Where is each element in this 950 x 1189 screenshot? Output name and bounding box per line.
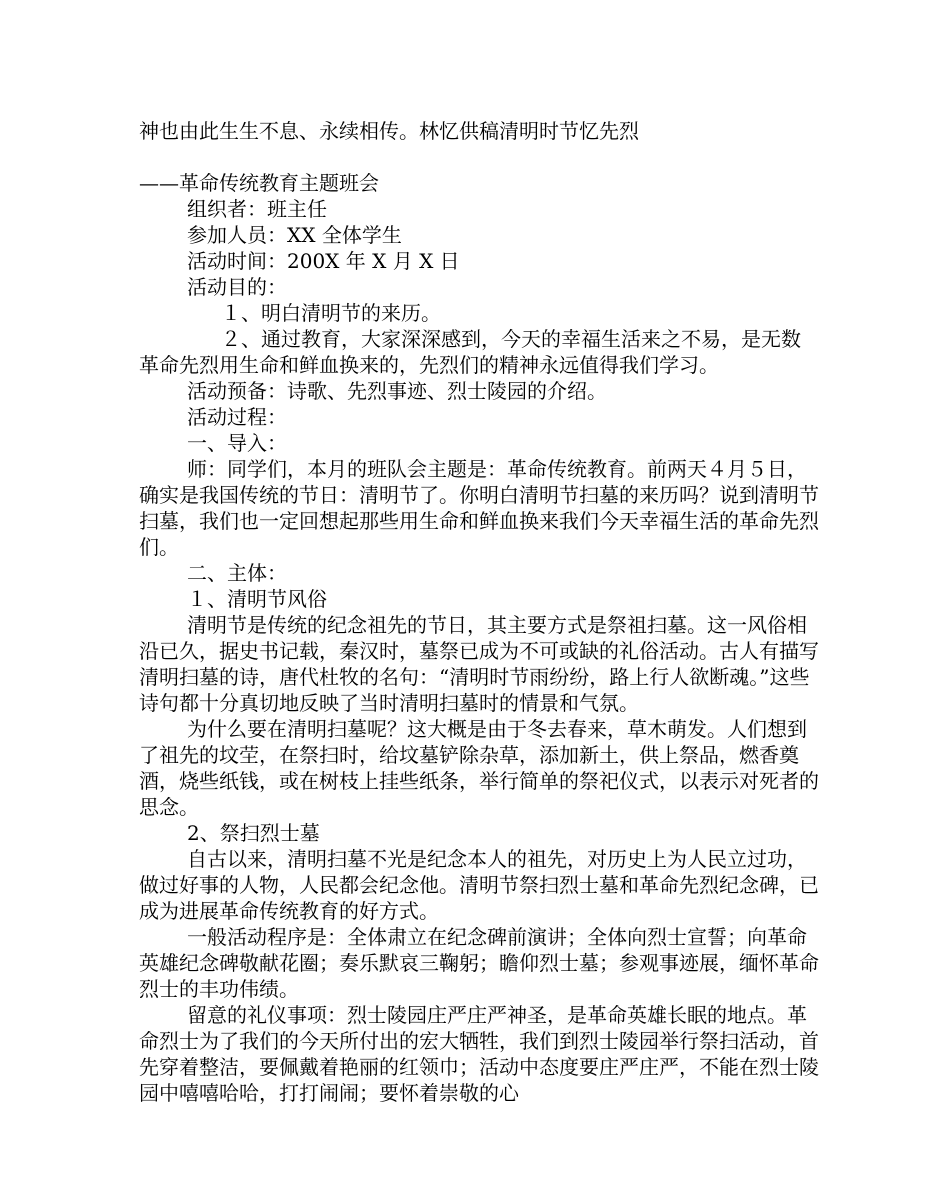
teacher-intro-paragraph: 师：同学们，本月的班队会主题是：革命传统教育。前两天４月５日，确实是我国传统的节日：清明节了。你明白清明节扫墓的来历吗？说到清明节扫墓，我们也一定回想起那些用生命和鲜血换来我们今天幸福生活的革命先烈们。 (139, 457, 819, 559)
participants-line: 参加人员：XX 全体学生 (187, 223, 402, 247)
activity-purpose-heading: 活动目的： (187, 275, 287, 299)
purpose-item-2: ２、通过教育，大家深深感到，今天的幸福生活来之不易，是无数革命先烈用生命和鲜血换来的，先烈们的精神永远值得我们学习。 (139, 327, 801, 377)
martyr-tomb-subheading: 2、祭扫烈士墓 (187, 821, 320, 845)
process-heading: 活动过程： (187, 405, 287, 429)
section-intro-heading: 一、导入： (187, 431, 287, 455)
program-paragraph: 一般活动程序是：全体肃立在纪念碑前演讲；全体向烈士宣誓；向革命英雄纪念碑敬献花圈；奏乐默哀三鞠躬；瞻仰烈士墓；参观事迹展，缅怀革命烈士的丰功伟绩。 (139, 925, 819, 1001)
preparation-line: 活动预备：诗歌、先烈事迹、烈士陵园的介绍。 (187, 379, 607, 403)
custom-paragraph-2: 为什么要在清明扫墓呢？这大概是由于冬去春来，草木萌发。人们想到了祖先的坟茔，在祭扫时，给坟墓铲除杂草，添加新土，供上祭品，燃香奠酒，烧些纸钱，或在树枝上挂些纸条，举行简单的祭祀仪式，以表示对死者的思念。 (139, 717, 819, 819)
martyr-paragraph-1: 自古以来，清明扫墓不光是纪念本人的祖先，对历史上为人民立过功，做过好事的人物，人民都会纪念他。清明节祭扫烈士墓和革命先烈纪念碑，已成为进展革命传统教育的好方式。 (139, 847, 819, 923)
subtitle-line: ——革命传统教育主题班会 (139, 171, 379, 195)
organizer-line: 组织者：班主任 (187, 197, 327, 221)
section-main-heading: 二、主体： (187, 561, 287, 585)
activity-time-line: 活动时间：200X 年 X 月 X 日 (187, 249, 460, 273)
purpose-item-1: １、明白清明节的来历。 (221, 301, 441, 325)
custom-paragraph-1: 清明节是传统的纪念祖先的节日，其主要方式是祭祖扫墓。这一风俗相沿已久，据史书记载，秦汉时，墓祭已成为不可或缺的礼俗活动。古人有描写清明扫墓的诗，唐代杜牧的名句：“清明时节雨纷纷，路上行人欲断魂。”这些诗句都十分真切地反映了当时清明扫墓时的情景和气氛。 (139, 613, 819, 715)
etiquette-paragraph: 留意的礼仪事项：烈士陵园庄严庄严神圣，是革命英雄长眠的地点。革命烈士为了我们的今天所付出的宏大牺牲，我们到烈士陵园举行祭扫活动，首先穿着整洁，要佩戴着艳丽的红领巾；活动中态度要庄严庄严，不能在烈士陵园中嘻嘻哈哈，打打闹闹；要怀着崇敬的心 (139, 1003, 819, 1105)
document-top-line: 神也由此生生不息、永续相传。林忆供稿清明时节忆先烈 (139, 119, 639, 143)
custom-subheading: １、清明节风俗 (187, 587, 327, 611)
document-body (139, 170, 819, 1106)
